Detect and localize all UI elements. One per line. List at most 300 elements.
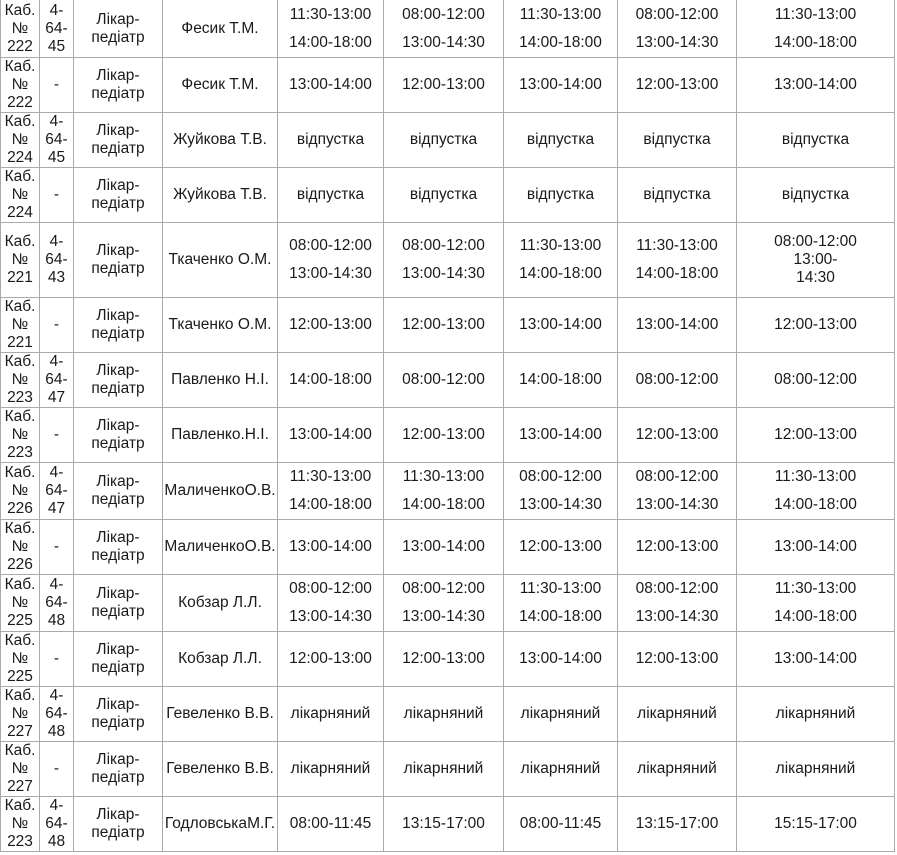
doctor-cell — [163, 353, 278, 408]
role-cell — [74, 797, 163, 852]
cell-line: 11:30-13:00 — [289, 468, 372, 485]
schedule-day-cell — [278, 575, 384, 632]
cell-line: Павленко.Н.І. — [171, 426, 269, 443]
schedule-day-cell — [737, 687, 895, 742]
doctor-cell — [163, 113, 278, 168]
doctor-cell — [163, 168, 278, 223]
schedule-day-cell — [618, 298, 737, 353]
cell-line: М.Г. — [247, 815, 276, 832]
role-cell — [74, 113, 163, 168]
cell-line: 48 — [47, 612, 66, 629]
cabinet-cell — [1, 168, 40, 223]
cell-line: 223 — [7, 833, 33, 850]
phone-cell — [40, 58, 74, 113]
table-row — [1, 632, 895, 687]
cell-line: відпустка — [781, 186, 850, 203]
cell-line: лікарняний — [775, 760, 856, 777]
schedule-day-cell — [278, 353, 384, 408]
phone-cell — [40, 0, 74, 58]
table-row — [1, 0, 895, 58]
role-cell — [74, 687, 163, 742]
doctor-cell — [163, 408, 278, 463]
cell-line: 14:00-18:00 — [289, 496, 372, 513]
cell-line: 14:00-18:00 — [289, 33, 372, 51]
table-row — [1, 113, 895, 168]
cell-line: Маличенко — [164, 482, 245, 499]
cell-line: 64- — [45, 131, 68, 148]
cell-line: 222 — [7, 94, 33, 111]
doctor-cell — [163, 0, 278, 58]
cell-line: Каб. — [4, 168, 36, 185]
doctor-cell — [163, 797, 278, 852]
cell-line: педіатр — [91, 769, 145, 786]
cell-line: Гевеленко В.В. — [166, 760, 274, 777]
cell-line: - — [53, 538, 60, 555]
cell-line: 11:30-13:00 — [774, 580, 857, 597]
table-row — [1, 520, 895, 575]
cell-line: - — [53, 426, 60, 443]
cell-line: педіатр — [91, 491, 145, 508]
cell-line: Каб. — [4, 233, 36, 250]
schedule-day-cell — [504, 742, 618, 797]
cell-line: 4- — [49, 353, 64, 370]
cell-line: 4- — [49, 1, 64, 19]
cell-line: 14:00-18:00 — [519, 33, 602, 51]
cell-line: лікарняний — [637, 705, 717, 722]
cell-line: 12:00-13:00 — [402, 426, 485, 443]
cell-line: педіатр — [91, 714, 145, 731]
cabinet-cell — [1, 113, 40, 168]
schedule-day-cell — [737, 353, 895, 408]
cell-line: № — [11, 251, 29, 268]
cell-line: 13:00-14:00 — [519, 76, 602, 93]
doctor-cell — [163, 575, 278, 632]
schedule-day-cell — [737, 632, 895, 687]
cell-line: № — [11, 705, 29, 722]
cell-line: Павленко Н.І. — [171, 371, 269, 388]
schedule-day-cell — [618, 632, 737, 687]
cell-line: 4- — [49, 113, 64, 130]
cell-line: Каб. — [4, 576, 36, 593]
cell-line: Фесик Т.М. — [181, 76, 259, 93]
cell-line: 221 — [7, 334, 33, 351]
cell-line: лікарняний — [775, 705, 856, 722]
cell-line: 223 — [7, 444, 33, 461]
cabinet-cell — [1, 353, 40, 408]
cell-line: Лікар- — [96, 10, 140, 28]
schedule-day-cell — [504, 0, 618, 58]
table-row — [1, 298, 895, 353]
table-row — [1, 353, 895, 408]
cell-line: 4- — [49, 233, 64, 250]
doctor-cell — [163, 58, 278, 113]
schedule-day-cell — [278, 520, 384, 575]
cell-line: педіатр — [91, 325, 145, 342]
cell-line: лікарняний — [403, 705, 484, 722]
schedule-day-cell — [618, 353, 737, 408]
cell-line: 14:00-18:00 — [402, 496, 485, 513]
cell-line: 14:00-18:00 — [635, 265, 719, 282]
phone-cell — [40, 113, 74, 168]
schedule-day-cell — [384, 632, 504, 687]
schedule-day-cell — [737, 742, 895, 797]
cell-line: відпустка — [296, 131, 365, 148]
cell-line: Каб. — [4, 1, 36, 19]
cell-line: педіатр — [91, 260, 145, 277]
cell-line: Каб. — [4, 797, 36, 814]
cell-line: 08:00-12:00 — [289, 237, 372, 254]
cell-line: № — [11, 538, 29, 555]
role-cell — [74, 575, 163, 632]
cell-line: Лікар- — [96, 751, 140, 768]
phone-cell — [40, 520, 74, 575]
schedule-day-cell — [737, 223, 895, 298]
schedule-day-cell — [504, 298, 618, 353]
cell-line: № — [11, 482, 29, 499]
schedule-day-cell — [278, 463, 384, 520]
cell-line: педіатр — [91, 547, 145, 564]
schedule-day-cell — [384, 520, 504, 575]
schedule-day-cell — [504, 113, 618, 168]
cell-line: 221 — [7, 269, 33, 286]
cell-line: О.В. — [244, 482, 276, 499]
cell-line: 224 — [7, 204, 33, 221]
cell-line: педіатр — [91, 195, 145, 212]
schedule-day-cell — [278, 298, 384, 353]
phone-cell — [40, 408, 74, 463]
cell-line: Лікар- — [96, 473, 140, 490]
cell-line: Кобзар Л.Л. — [178, 650, 262, 667]
cell-line: 08:00-12:00 — [402, 371, 485, 388]
cell-line: Гевеленко В.В. — [166, 705, 274, 722]
schedule-day-cell — [504, 687, 618, 742]
doctor-cell — [163, 687, 278, 742]
cell-line: 12:00-13:00 — [774, 316, 857, 333]
cell-line: лікарняний — [637, 760, 717, 777]
table-row — [1, 463, 895, 520]
role-cell — [74, 353, 163, 408]
cell-line: 14:00-18:00 — [774, 608, 857, 625]
cell-line: 13:00-14:30 — [635, 496, 719, 513]
schedule-day-cell — [504, 223, 618, 298]
cell-line: 13:00- — [793, 251, 838, 268]
schedule-day-cell — [504, 58, 618, 113]
role-cell — [74, 408, 163, 463]
cell-line: відпустка — [409, 131, 478, 148]
cell-line: педіатр — [91, 824, 145, 841]
cell-line: 08:00-12:00 — [402, 5, 485, 23]
cell-line: 13:00-14:30 — [519, 496, 602, 513]
cell-line: 11:30-13:00 — [289, 5, 372, 23]
cell-line: 13:00-14:30 — [402, 33, 485, 51]
cell-line: 11:30-13:00 — [774, 5, 857, 23]
cell-line: 227 — [7, 723, 33, 740]
phone-cell — [40, 298, 74, 353]
cell-line: 08:00-12:00 — [402, 580, 485, 597]
schedule-body — [1, 0, 895, 852]
cell-line: 64- — [45, 705, 68, 722]
schedule-day-cell — [737, 520, 895, 575]
cell-line: 12:00-13:00 — [289, 650, 372, 667]
cell-line: № — [11, 19, 29, 37]
doctor-cell — [163, 223, 278, 298]
schedule-day-cell — [278, 168, 384, 223]
cell-line: 64- — [45, 371, 68, 388]
schedule-day-cell — [504, 168, 618, 223]
schedule-day-cell — [618, 520, 737, 575]
schedule-day-cell — [737, 0, 895, 58]
cell-line: 14:00-18:00 — [519, 265, 602, 282]
doctor-cell — [163, 520, 278, 575]
cell-line: лікарняний — [290, 705, 371, 722]
cell-line: 225 — [7, 668, 33, 685]
cell-line: 13:00-14:00 — [402, 538, 485, 555]
schedule-day-cell — [278, 632, 384, 687]
table-row — [1, 58, 895, 113]
schedule-day-cell — [278, 797, 384, 852]
cell-line: Фесик Т.М. — [181, 19, 259, 37]
cell-line: лікарняний — [403, 760, 484, 777]
schedule-day-cell — [737, 797, 895, 852]
cell-line: № — [11, 650, 29, 667]
cell-line: - — [53, 76, 60, 93]
cell-line: 13:00-14:30 — [635, 33, 719, 51]
cell-line: 12:00-13:00 — [635, 76, 719, 93]
schedule-day-cell — [618, 575, 737, 632]
cell-line: 08:00-12:00 — [635, 371, 719, 388]
cell-line: Лікар- — [96, 529, 140, 546]
cell-line: Лікар- — [96, 177, 140, 194]
cell-line: 226 — [7, 556, 33, 573]
schedule-day-cell — [384, 298, 504, 353]
cabinet-cell — [1, 632, 40, 687]
cell-line: 224 — [7, 149, 33, 166]
cell-line: 12:00-13:00 — [635, 650, 719, 667]
cell-line: педіатр — [91, 380, 145, 397]
cell-line: 13:00-14:30 — [402, 265, 485, 282]
cell-line: № — [11, 426, 29, 443]
schedule-day-cell — [384, 58, 504, 113]
cell-line: - — [53, 650, 60, 667]
cell-line: 47 — [47, 389, 66, 406]
cell-line: Лікар- — [96, 696, 140, 713]
cell-line: 43 — [47, 269, 66, 286]
schedule-day-cell — [618, 58, 737, 113]
cell-line: 08:00-11:45 — [519, 815, 602, 832]
cell-line: 13:00-14:00 — [774, 650, 857, 667]
cabinet-cell — [1, 797, 40, 852]
cell-line: 64- — [45, 251, 68, 268]
cell-line: Ткаченко О.М. — [168, 251, 272, 268]
cell-line: 223 — [7, 389, 33, 406]
schedule-day-cell — [618, 687, 737, 742]
table-row — [1, 687, 895, 742]
cell-line: 13:00-14:00 — [774, 538, 857, 555]
cell-line: Лікар- — [96, 362, 140, 379]
cell-line: 14:00-18:00 — [289, 371, 372, 388]
cell-line: 14:00-18:00 — [519, 371, 602, 388]
cell-line: відпустка — [296, 186, 365, 203]
cell-line: Лікар- — [96, 242, 140, 259]
cell-line: 222 — [7, 37, 33, 55]
cell-line: відпустка — [526, 186, 595, 203]
doctor-cell — [163, 742, 278, 797]
cell-line: 48 — [47, 833, 66, 850]
cell-line: Жуйкова Т.В. — [173, 131, 267, 148]
schedule-day-cell — [618, 0, 737, 58]
cell-line: 11:30-13:00 — [774, 468, 857, 485]
schedule-day-cell — [384, 742, 504, 797]
cell-line: Лікар- — [96, 585, 140, 602]
cell-line: - — [53, 760, 60, 777]
cell-line: 64- — [45, 815, 68, 832]
cell-line: 47 — [47, 500, 66, 517]
schedule-day-cell — [737, 575, 895, 632]
cell-line: 08:00-12:00 — [635, 468, 719, 485]
cell-line: 13:00-14:00 — [289, 76, 372, 93]
cell-line: 227 — [7, 778, 33, 795]
cell-line: 11:30-13:00 — [519, 5, 602, 23]
cell-line: № — [11, 371, 29, 388]
cell-line: педіатр — [91, 435, 145, 452]
table-row — [1, 742, 895, 797]
cabinet-cell — [1, 463, 40, 520]
cell-line: Кобзар Л.Л. — [178, 594, 262, 611]
cell-line: Каб. — [4, 298, 36, 315]
cell-line: лікарняний — [520, 705, 601, 722]
cell-line: 14:30 — [796, 269, 835, 286]
cell-line: 64- — [45, 594, 68, 611]
cell-line: Каб. — [4, 58, 36, 75]
cell-line: 13:15-17:00 — [635, 815, 719, 832]
cell-line: 12:00-13:00 — [402, 650, 485, 667]
doctor-cell — [163, 632, 278, 687]
schedule-day-cell — [384, 353, 504, 408]
cabinet-cell — [1, 298, 40, 353]
schedule-day-cell — [278, 0, 384, 58]
role-cell — [74, 58, 163, 113]
cell-line: відпустка — [526, 131, 595, 148]
schedule-day-cell — [618, 742, 737, 797]
cell-line: педіатр — [91, 659, 145, 676]
cell-line: 64- — [45, 482, 68, 499]
cell-line: 11:30-13:00 — [636, 237, 718, 254]
cell-line: Каб. — [4, 687, 36, 704]
schedule-day-cell — [618, 408, 737, 463]
schedule-day-cell — [278, 687, 384, 742]
cell-line: 12:00-13:00 — [519, 538, 602, 555]
cell-line: лікарняний — [520, 760, 601, 777]
cell-line: - — [53, 316, 60, 333]
cell-line: 08:00-12:00 — [402, 237, 485, 254]
cabinet-cell — [1, 742, 40, 797]
schedule-day-cell — [384, 223, 504, 298]
role-cell — [74, 463, 163, 520]
cell-line: 12:00-13:00 — [289, 316, 372, 333]
phone-cell — [40, 687, 74, 742]
cell-line: Каб. — [4, 742, 36, 759]
cell-line: педіатр — [91, 140, 145, 157]
cell-line: Лікар- — [96, 67, 140, 84]
cell-line: 13:00-14:00 — [774, 76, 857, 93]
cell-line: відпустка — [781, 131, 850, 148]
cell-line: 11:30-13:00 — [402, 468, 485, 485]
cabinet-cell — [1, 0, 40, 58]
phone-cell — [40, 168, 74, 223]
cell-line: 13:00-14:30 — [289, 608, 372, 625]
cell-line: Каб. — [4, 520, 36, 537]
cabinet-cell — [1, 58, 40, 113]
cell-line: 13:00-14:00 — [519, 316, 602, 333]
cell-line: 08:00-11:45 — [289, 815, 372, 832]
cell-line: 08:00-12:00 — [289, 580, 372, 597]
cell-line: Каб. — [4, 408, 36, 425]
cell-line: 08:00-12:00 — [774, 233, 857, 250]
cell-line: 226 — [7, 500, 33, 517]
schedule-day-cell — [618, 223, 737, 298]
role-cell — [74, 168, 163, 223]
schedule-day-cell — [618, 113, 737, 168]
cell-line: відпустка — [643, 131, 711, 148]
schedule-day-cell — [384, 0, 504, 58]
phone-cell — [40, 632, 74, 687]
cell-line: № — [11, 186, 29, 203]
cell-line: 14:00-18:00 — [774, 496, 857, 513]
schedule-day-cell — [618, 168, 737, 223]
cell-line: 4- — [49, 464, 64, 481]
cell-line: Маличенко — [164, 538, 245, 555]
schedule-day-cell — [737, 298, 895, 353]
cell-line: 225 — [7, 612, 33, 629]
doctor-cell — [163, 463, 278, 520]
cell-line: 13:00-14:00 — [289, 538, 372, 555]
cell-line: 14:00-18:00 — [519, 608, 602, 625]
cabinet-cell — [1, 687, 40, 742]
cell-line: № — [11, 815, 29, 832]
cell-line: № — [11, 76, 29, 93]
cabinet-cell — [1, 408, 40, 463]
cell-line: 13:00-14:00 — [289, 426, 372, 443]
phone-cell — [40, 223, 74, 298]
role-cell — [74, 520, 163, 575]
role-cell — [74, 223, 163, 298]
cell-line: 12:00-13:00 — [635, 426, 719, 443]
schedule-day-cell — [384, 687, 504, 742]
cell-line: 13:00-14:30 — [289, 265, 372, 282]
cell-line: № — [11, 131, 29, 148]
schedule-day-cell — [278, 58, 384, 113]
schedule-day-cell — [384, 408, 504, 463]
schedule-day-cell — [504, 520, 618, 575]
schedule-day-cell — [618, 797, 737, 852]
cell-line: відпустка — [643, 186, 711, 203]
cell-line: 13:00-14:00 — [635, 316, 719, 333]
cell-line: 13:00-14:00 — [519, 650, 602, 667]
cell-line: 13:15-17:00 — [402, 815, 485, 832]
schedule-day-cell — [504, 797, 618, 852]
cell-line: Каб. — [4, 632, 36, 649]
cell-line: 08:00-12:00 — [635, 580, 719, 597]
schedule-day-cell — [384, 168, 504, 223]
schedule-day-cell — [504, 632, 618, 687]
cell-line: 13:00-14:30 — [402, 608, 485, 625]
phone-cell — [40, 797, 74, 852]
cell-line: 08:00-12:00 — [774, 371, 857, 388]
cell-line: 11:30-13:00 — [519, 580, 602, 597]
schedule-day-cell — [737, 408, 895, 463]
schedule-day-cell — [278, 223, 384, 298]
cell-line: 64- — [45, 19, 68, 37]
